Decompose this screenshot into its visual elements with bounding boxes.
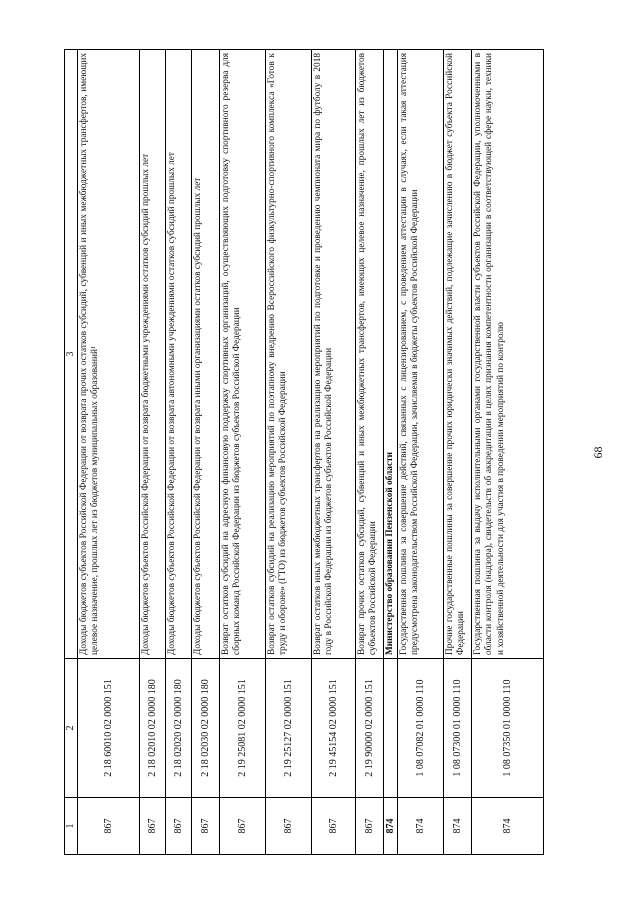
table-header-row [65,50,78,855]
admin-code-cell: 874 [384,798,398,855]
section-row [384,50,398,855]
header-col-1: 1 [65,798,78,855]
admin-code-cell: 867 [266,798,312,855]
header-col-3: 3 [65,50,78,659]
description-cell: Министерство образования Пензенской области [384,50,398,659]
budget-code-cell: 2 19 25081 02 0000 151 [220,659,266,798]
description-cell: Доходы бюджетов субъектов Российской Федерации от возврата бюджетными учреждениями остатков субсидий прошлых лет [140,50,166,659]
table-row [444,50,472,855]
admin-code-cell: 867 [220,798,266,855]
table-row [398,50,444,855]
budget-code-cell: 1 08 07350 01 0000 110 [472,659,544,798]
table-body [65,50,544,855]
admin-code-cell: 867 [140,798,166,855]
description-cell: Доходы бюджетов субъектов Российской Федерации от возврата автономными учреждениями остатков субсидий прошлых лет [166,50,192,659]
header-col-2: 2 [65,659,78,798]
admin-code-cell: 874 [398,798,444,855]
budget-code-cell: 1 08 07300 01 0000 110 [444,659,472,798]
table-row [220,50,266,855]
description-cell: Доходы бюджетов субъектов Российской Федерации от возврата иными организациями остатков субсидий прошлых лет [192,50,220,659]
budget-code-cell: 2 19 45154 02 0000 151 [312,659,356,798]
table-row [356,50,384,855]
description-cell: Государственная пошлина за выдачу исполнительными органами государственной власти субъектов Российской Федерации, уполномоченными в области контроля (надзора), свидетельств об аккредитации в целях признания компетентности организации в соответствующей сфере науки, техники и хозяйственной деятельности для участия в проведении мероприятий по контролю [472,50,544,659]
admin-code-cell: 867 [166,798,192,855]
budget-code-cell: 1 08 07082 01 0000 110 [398,659,444,798]
description-cell: Доходы бюджетов субъектов Российской Федерации от возврата прочих остатков субсидий, субвенций и иных межбюджетных трансфертов, имеющих целевое назначение, прошлых лет из бюджетов муниципальных образований¹ [78,50,140,659]
description-cell: Государственная пошлина за совершение действий, связанных с лицензированием, с проведением аттестации в случаях, если такая аттестация предусмотрена законодательством Российской Федерации, зачисляемая в бюджеты субъектов Российской Федерации [398,50,444,659]
budget-code-cell: 2 18 02020 02 0000 180 [166,659,192,798]
revenue-codes-table [64,49,544,855]
budget-code-cell: 2 18 02030 02 0000 180 [192,659,220,798]
admin-code-cell: 867 [192,798,220,855]
admin-code-cell: 874 [444,798,472,855]
description-cell: Возврат остатков субсидий на адресную финансовую поддержку спортивных организаций, осуществляющих подготовку спортивного резерва для сборных команд Российской Федерации из бюджетов субъектов Российской Федерации [220,50,266,659]
budget-code-cell: 2 18 02010 02 0000 180 [140,659,166,798]
table-row [192,50,220,855]
admin-code-cell: 874 [472,798,544,855]
budget-code-cell: 2 19 25127 02 0000 151 [266,659,312,798]
budget-code-cell: 2 18 60010 02 0000 151 [78,659,140,798]
table-row [140,50,166,855]
admin-code-cell: 867 [312,798,356,855]
description-cell: Возврат остатков субсидий на реализацию мероприятий по поэтапному внедрению Всероссийского физкультурно-спортивного комплекса «Готов к труду и обороне» (ГТО) из бюджетов субъектов Российской Федерации [266,50,312,659]
table-row [166,50,192,855]
table-row [266,50,312,855]
budget-code-cell [384,659,398,798]
admin-code-cell: 867 [356,798,384,855]
page-number: 68 [591,446,605,459]
budget-code-cell: 2 19 90000 02 0000 151 [356,659,384,798]
description-cell: Возврат прочих остатков субсидий, субвенций и иных межбюджетных трансфертов, имеющих целевое назначение, прошлых лет из бюджетов субъектов Российской Федерации [356,50,384,659]
admin-code-cell: 867 [78,798,140,855]
table-row [472,50,544,855]
description-cell: Возврат остатков иных межбюджетных трансфертов на реализацию мероприятий по подготовке и проведению чемпионата мира по футболу в 2018 году в Российской Федерации из бюджетов субъектов Российской Федерации [312,50,356,659]
description-cell: Прочие государственные пошлины за совершение прочих юридически значимых действий, подлежащие зачислению в бюджет субъекта Российской Федерации [444,50,472,659]
table-row [312,50,356,855]
table-row [78,50,140,855]
